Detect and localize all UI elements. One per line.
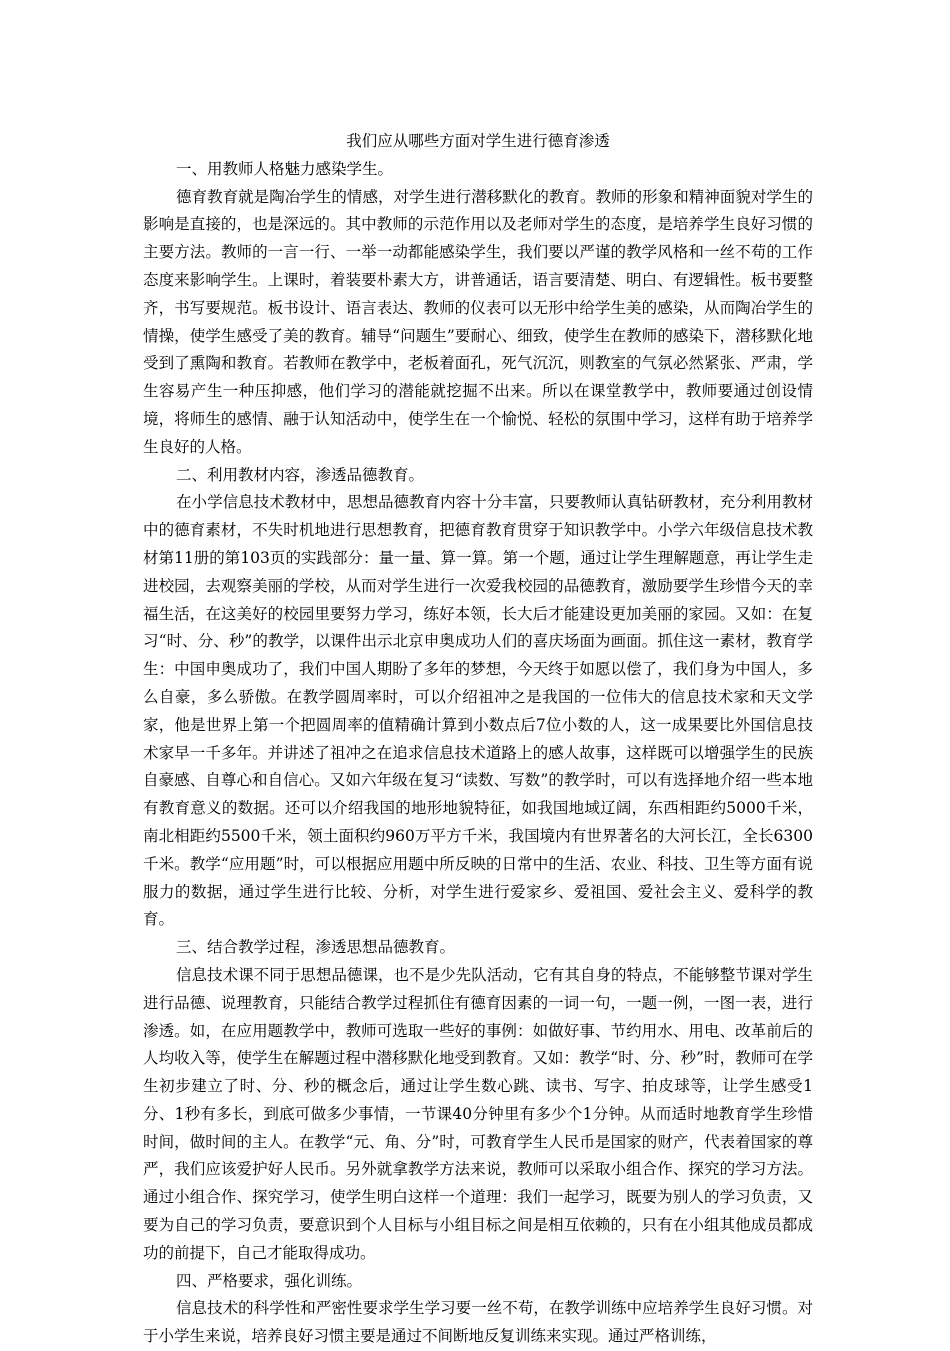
section-body-4: 信息技术的科学性和严密性要求学生学习要一丝不苟，在教学训练中应培养学生良好习惯。对于小学生来说，培养良好习惯主要是通过不间断地反复训练来实现。通过严格训练， xyxy=(143,1299,813,1346)
section-body-3: 信息技术课不同于思想品德课，也不是少先队活动，它有其自身的特点，不能够整节课对学生进行品德、说理教育，只能结合教学过程抓住有德育因素的一词一句，一题一例，一图一表，进行渗透。如，在应用题教学中，教师可选取一些好的事例：如做好事、节约用水、用电、改革前后的人均收入等，使学生在解题过程中潜移默化地受到教育。又如：教学“时、分、秒”时，教师可在学生初步建立了时、分、秒的概念后，通过让学生数心跳、读书、写字、拍皮球等，让学生感受1分、1秒有多长，到底可做多少事情，一节课40分钟里有多少个1分钟。从而适时地教育学生珍惜时间，做时间的主人。在教学“元、角、分”时，可教育学生人民币是国家的财产，代表着国家的尊严，我们应该爱护好人民币。另外就拿教学方法来说，教师可以采取小组合作、探究的学习方法。通过小组合作、探究学习，使学生明白这样一个道理：我们一起学习，既要为别人的学习负责，又要为自己的学习负责，要意识到个人目标与小组目标之间是相互依赖的，只有在小组其他成员都成功的前提下，自己才能取得成功。 xyxy=(143,965,813,1262)
section-heading-4: 四、严格要求，强化训练。 xyxy=(176,1271,363,1290)
section-body-2: 在小学信息技术教材中，思想品德教育内容十分丰富，只要教师认真钻研教材，充分利用教材中的德育素材，不失时机地进行思想教育，把德育教育贯穿于知识教学中。小学六年级信息技术教材第11册的第103页的实践部分：量一量、算一算。第一个题，通过让学生理解题意，再让学生走进校园，去观察美丽的学校，从而对学生进行一次爱我校园的品德教育，激励要学生珍惜今天的幸福生活，在这美好的校园里要努力学习，练好本领，长大后才能建设更加美丽的家园。又如：在复习“时、分、秒”的教学，以课件出示北京申奥成功人们的喜庆场面为画面。抓住这一素材，教育学生：中国申奥成功了，我们中国人期盼了多年的梦想，今天终于如愿以偿了，我们身为中国人，多么自豪，多么骄傲。在教学圆周率时，可以介绍祖冲之是我国的一位伟大的信息技术家和天文学家，他是世界上第一个把圆周率的值精确计算到小数点后7位小数的人，这一成果要比外国信息技术家早一千多年。并讲述了祖冲之在追求信息技术道路上的感人故事，这样既可以增强学生的民族自豪感、自尊心和自信心。又如六年级在复习“读数、写数”的教学时，可以有选择地介绍一些本地有教育意义的数据。还可以介绍我国的地形地貌特征，如我国地域辽阔，东西相距约5000千米，南北相距约5500千米，领土面积约960万平方千米，我国境内有世界著名的大河长江，全长6300千米。教学“应用题”时，可以根据应用题中所反映的日常中的生活、农业、科技、卫生等方面有说服力的数据，通过学生进行比较、分析，对学生进行爱家乡、爱祖国、爱社会主义、爱科学的教育。 xyxy=(143,493,813,929)
section-body-1: 德育教育就是陶冶学生的情感，对学生进行潜移默化的教育。教师的形象和精神面貌对学生的影响是直接的，也是深远的。其中教师的示范作用以及老师对学生的态度，是培养学生良好习惯的主要方法。教师的一言一行、一举一动都能感染学生，我们要以严谨的教学风格和一丝不苟的工作态度来影响学生。上课时，着装要朴素大方，讲普通话，语言要清楚、明白、有逻辑性。板书要整齐，书写要规范。板书设计、语言表达、教师的仪表可以无形中给学生美的感染，从而陶冶学生的情操，使学生感受了美的教育。辅导“问题生”要耐心、细致，使学生在教师的感染下，潜移默化地受到了熏陶和教育。若教师在教学中，老板着面孔，死气沉沉，则教室的气氛必然紧张、严肃，学生容易产生一种压抑感，他们学习的潜能就挖掘不出来。所以在课堂教学中，教师要通过创设情境，将师生的感情、融于认知活动中，使学生在一个愉悦、轻松的氛围中学习，这样有助于培养学生良好的人格。 xyxy=(143,187,813,456)
document-page xyxy=(143,128,813,1351)
section-heading-3: 三、结合教学过程，渗透思想品德教育。 xyxy=(176,938,456,957)
section-heading-2: 二、利用教材内容，渗透品德教育。 xyxy=(176,465,425,484)
document-title: 我们应从哪些方面对学生进行德育渗透 xyxy=(346,132,610,150)
section-heading-1: 一、用教师人格魅力感染学生。 xyxy=(176,159,394,178)
